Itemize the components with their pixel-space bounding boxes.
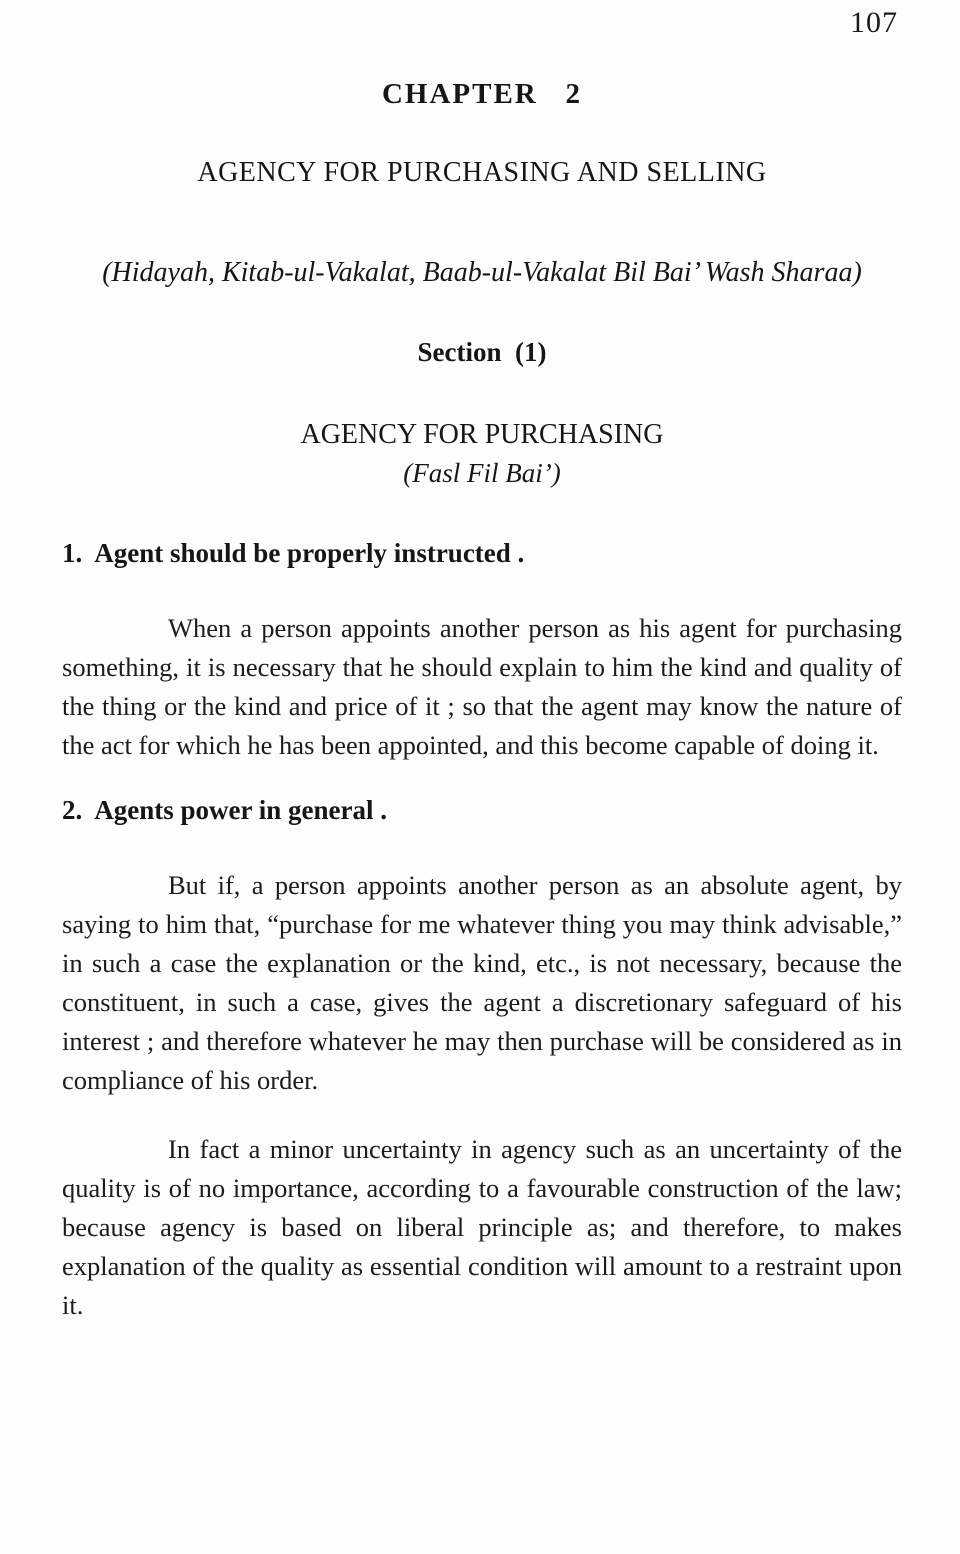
- item-2-paragraph-2: In fact a minor uncertainty in agency such as an uncertainty of the quality is of no importance, according to a favourable construction of the law; because agency is based on liberal principle as; and therefore, to makes explanation of the quality as essential condition will amount to a restraint upon it.: [62, 1134, 902, 1320]
- chapter-title: AGENCY FOR PURCHASING AND SELLING: [197, 157, 767, 188]
- section-subtitle: (Fasl Fil Bai’): [403, 458, 561, 488]
- chapter-heading: CHAPTER 2: [381, 78, 583, 110]
- section-heading: Section (1): [417, 337, 547, 367]
- numbered-item-2: [62, 795, 902, 1325]
- chapter-subtitle: (Hidayah, Kitab-ul-Vakalat, Baab-ul-Vakalat Bil Bai’ Wash Sharaa): [102, 257, 862, 288]
- item-2-heading: 2. Agents power in general .: [62, 795, 387, 825]
- item-2-paragraph-1: But if, a person appoints another person as an absolute agent, by saying to him that, “purchase for me whatever thing you may think advisable,” in such a case the explanation or the kind, etc., is not necessary, because the constituent, in such a case, gives the agent a discretionary safeguard of his interest ; and therefore whatever he may then purchase will be considered as in compliance of his order.: [62, 870, 902, 1095]
- numbered-item-1: [62, 538, 902, 765]
- page-number: 107: [850, 6, 898, 39]
- item-1-heading: 1. Agent should be properly instructed .: [62, 538, 525, 568]
- item-1-paragraph-1: When a person appoints another person as his agent for purchasing something, it is necessary that he should explain to him the kind and quality of the thing or the kind and price of it ; so that the agent may know the nature of the act for which he has been appointed, and this become capable of doing it.: [62, 613, 902, 760]
- section-title: AGENCY FOR PURCHASING: [300, 419, 664, 450]
